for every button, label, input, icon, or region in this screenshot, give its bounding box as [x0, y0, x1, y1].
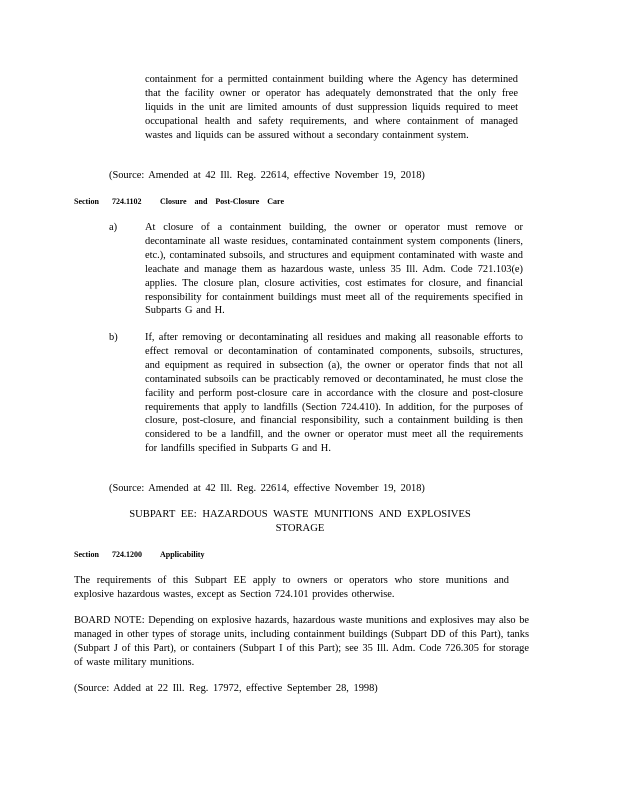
- section-heading-1200: [74, 550, 204, 559]
- section-label: Section: [74, 197, 99, 206]
- continuation-paragraph: containment for a permitted containment building where the Agency has determined that the facility owner or operator has adequately demonstrated that the only free liquids in the unit are limited amounts of dust suppression liquids required to meet occupational health and safety requirements, and where containment of managed wastes and liquids can be assured without a secondary containment system.: [145, 74, 518, 141]
- subpart-heading-line2: STORAGE: [275, 522, 325, 534]
- subsection-a-text: At closure of a containment building, the owner or operator must remove or decontaminate all waste residues, contaminated containment system components (liners, etc.), contaminated subsoils, and structures and equipment contaminated with waste and leachate and manage them as hazardous waste, unless 35 Ill. Adm. Code 721.103(e) applies. The closure plan, closure activities, cost estimates for closure, and financial responsibility for containment buildings must meet all of the requirements specified in Subparts G and H.: [145, 222, 523, 317]
- section-number: 724.1102: [112, 197, 142, 206]
- source-note: (Source: Amended at 42 Ill. Reg. 22614, effective November 19, 2018): [109, 170, 425, 181]
- subsection-marker-a: a): [109, 222, 118, 233]
- section-heading-1102: [74, 197, 284, 206]
- subpart-heading: [100, 508, 500, 536]
- subsection-b-text: If, after removing or decontaminating all residues and making all reasonable efforts to effect removal or decontamination of contaminated components, subsoils, structures, and equipment as required in subsection (a), the owner or operator finds that not all contaminated subsoils can be practicably removed or decontaminated, he must close the facility and perform post-closure care in accordance with the closure and post-closure requirements that apply to landfills (Section 724.410). In addition, for the purposes of closure, post-closure, and financial responsibility, such a containment building is then considered to be a landfill, and the owner or operator must meet all the requirements for landfills specified in Subparts G and H.: [145, 332, 523, 455]
- source-note: (Source: Added at 22 Ill. Reg. 17972, effective September 28, 1998): [74, 683, 378, 694]
- section-title: Closure and Post-Closure Care: [160, 197, 284, 206]
- board-note-paragraph: BOARD NOTE: Depending on explosive hazards, hazardous waste munitions and explosives may also be managed in other types of storage units, including containment buildings (Subpart DD of this Part), tanks (Subpart J of this Part), or containers (Subpart I of this Part); see 35 Ill. Adm. Code 726.305 for storage of waste military munitions.: [74, 615, 529, 668]
- source-note: (Source: Amended at 42 Ill. Reg. 22614, effective November 19, 2018): [109, 483, 425, 494]
- section-label: Section: [74, 550, 99, 559]
- section-title: Applicability: [160, 550, 205, 559]
- section-number: 724.1200: [112, 550, 142, 559]
- applicability-paragraph: The requirements of this Subpart EE apply to owners or operators who store munitions and explosive hazardous wastes, except as Section 724.101 provides otherwise.: [74, 575, 509, 600]
- subpart-heading-line1: SUBPART EE: HAZARDOUS WASTE MUNITIONS AND EXPLOSIVES: [129, 509, 471, 520]
- subsection-marker-b: b): [109, 332, 118, 343]
